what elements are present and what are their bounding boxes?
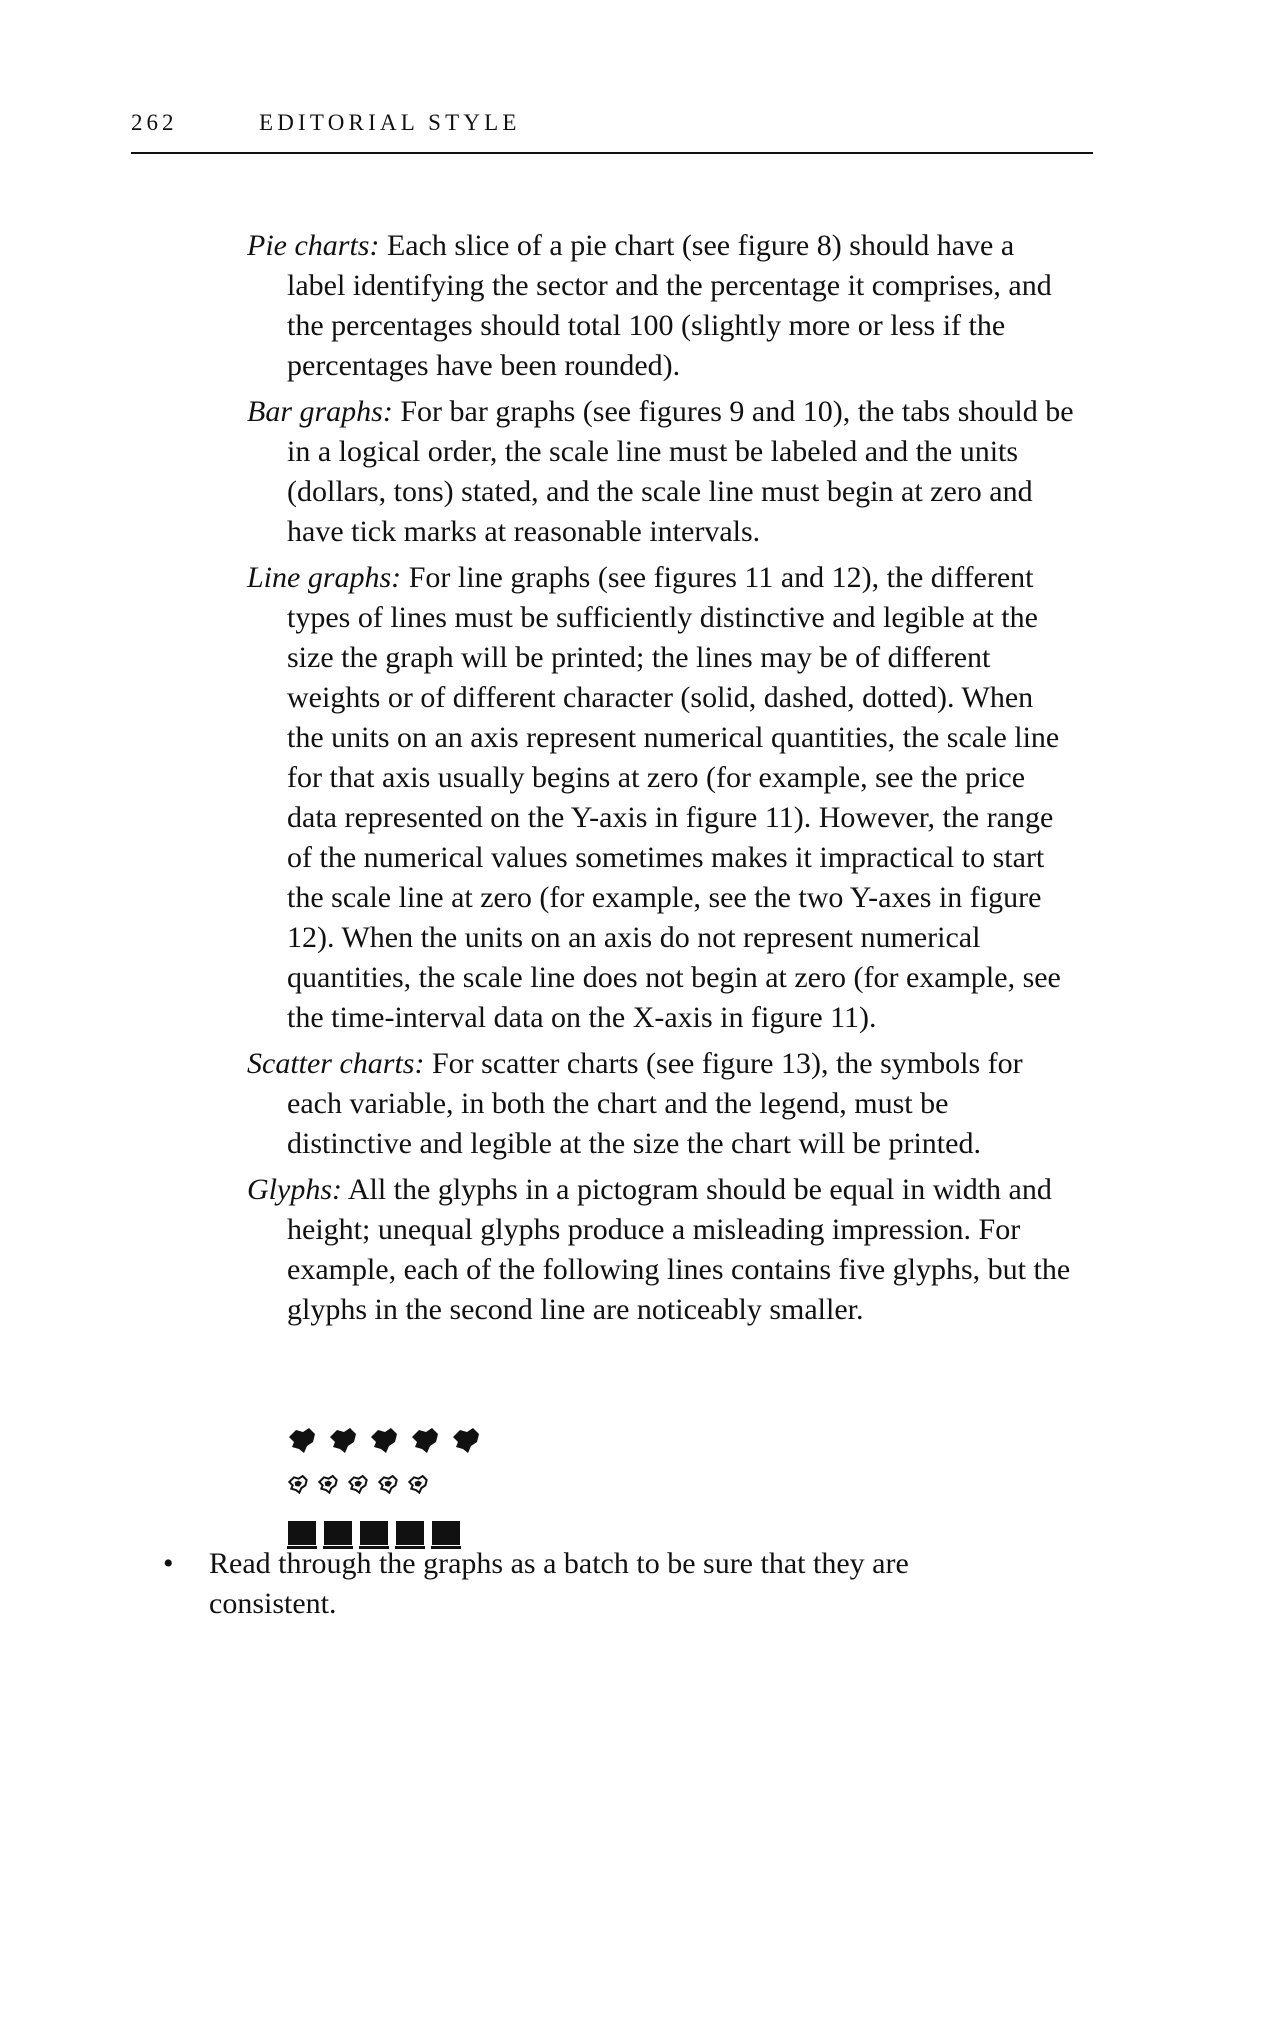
map-shape-icon (287, 1425, 317, 1455)
entry-text: For line graphs (see figures 11 and 12), the different types of lines must be sufficiently distinctive and legible at the size the graph will be printed; the lines may be of different weights or of different character (solid, dashed, dotted). When the units on an axis represent numerical quantities, the scale line for that axis usually begins at zero (for example, see the price data represented on the Y-axis in figure 11). However, the range of the numerical values sometimes makes it impractical to start the scale line at zero (for example, see the two Y-axes in figure 12). When the units on an axis do not represent numerical quantities, the scale line does not begin at zero (for example, see the time-interval data on the X-axis in figure 11). (287, 561, 1061, 1034)
entry-text: Each slice of a pie chart (see figure 8) should have a label identifying the sector and the percentage it comprises, and the percentages should total 100 (slightly more or less if the percentages have been rounded). (287, 229, 1052, 382)
bullet-icon: • (163, 1547, 174, 1580)
running-title: EDITORIAL STYLE (259, 110, 521, 135)
running-head (131, 108, 1093, 154)
glyph-example (287, 1423, 587, 1551)
large-glyph-row (287, 1423, 587, 1457)
small-glyph-row (287, 1471, 587, 1497)
entry-bar-graphs (247, 392, 1077, 552)
map-shape-icon (347, 1474, 369, 1494)
entry-term: Scatter charts: (247, 1047, 425, 1080)
page-number: 262 (131, 110, 178, 135)
bullet-item (163, 1544, 1023, 1624)
bullet-text: Read through the graphs as a batch to be sure that they are consistent. (209, 1547, 909, 1620)
entry-pie-charts (247, 226, 1077, 386)
map-shape-icon (328, 1425, 358, 1455)
map-shape-icon (407, 1474, 429, 1494)
map-shape-icon (377, 1474, 399, 1494)
entry-term: Line graphs: (247, 561, 402, 594)
entry-glyphs (247, 1170, 1077, 1330)
entry-term: Glyphs: (247, 1173, 342, 1206)
chart-guidelines-list (247, 226, 1077, 1336)
entry-text: For scatter charts (see figure 13), the symbols for each variable, in both the chart and the legend, must be distinctive and legible at the size the chart will be printed. (287, 1047, 1023, 1160)
entry-text: All the glyphs in a pictogram should be equal in width and height; unequal glyphs produce a misleading impression. For example, each of the following lines contains five glyphs, but the glyphs in the second line are noticeably smaller. (287, 1173, 1071, 1326)
entry-line-graphs (247, 558, 1077, 1038)
entry-text: For bar graphs (see figures 9 and 10), the tabs should be in a logical order, the scale line must be labeled and the units (dollars, tons) stated, and the scale line must begin at zero and have tick marks at reasonable intervals. (287, 395, 1074, 548)
map-shape-icon (287, 1474, 309, 1494)
entry-term: Pie charts: (247, 229, 380, 262)
entry-term: Bar graphs: (247, 395, 393, 428)
map-shape-icon (317, 1474, 339, 1494)
map-shape-icon (451, 1425, 481, 1455)
map-shape-icon (369, 1425, 399, 1455)
map-shape-icon (410, 1425, 440, 1455)
entry-scatter-charts (247, 1044, 1077, 1164)
